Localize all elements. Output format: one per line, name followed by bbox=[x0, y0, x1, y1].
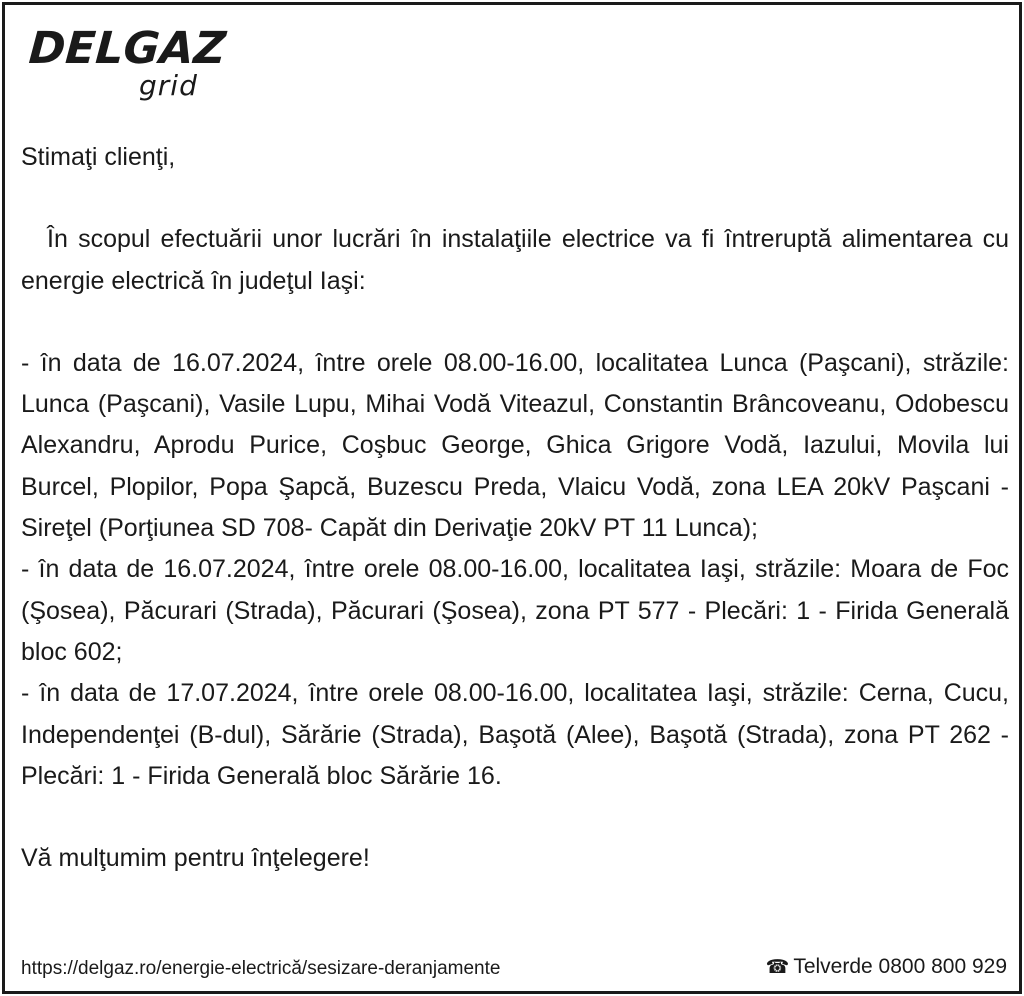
outage-item-1: - în data de 16.07.2024, între orele 08.00-16.00, localitatea Lunca (Paşcani), străzile: Lunca (Paşcani), Vasile Lupu, Mihai Vodă Viteazul, Constantin Brâncoveanu, Odobescu Alexandru, Aprodu Purice, Coşbuc George, Ghica Grigore Vodă, Iazului, Movila lui Burcel, Plopilor, Popa Şapcă, Buzescu Preda, Vlaicu Vodă, zona LEA 20kV Paşcani - Sireţel (Porţiunea SD 708- Capăt din Derivaţie 20kV PT 11 Lunca); bbox=[21, 348, 1009, 543]
closing-line: Vă mulţumim pentru înţelegere! bbox=[21, 844, 370, 873]
intro-paragraph: În scopul efectuării unor lucrări în instalaţiile electrice va fi întreruptă alimentarea cu energie electrică în judeţul Iaşi: bbox=[21, 225, 1009, 295]
footer-phone bbox=[766, 955, 1007, 980]
notice-body bbox=[21, 137, 1009, 879]
outage-item-3: - în data de 17.07.2024, între orele 08.00-16.00, localitatea Iaşi, străzile: Cerna, Cucu, Independenţei (B-dul), Sărărie (Strada), Başotă (Alee), Başotă (Strada), zona PT 262 - Plecări: 1 - Firida Generală bloc Sărărie 16. bbox=[21, 679, 1009, 790]
notice-frame bbox=[2, 2, 1022, 994]
logo-sub-text: grid bbox=[139, 69, 198, 102]
telephone-icon: ☎ bbox=[765, 957, 790, 978]
outage-item-2: - în data de 16.07.2024, între orele 08.00-16.00, localitatea Iaşi, străzile: Moara de Foc (Şosea), Păcurari (Strada), Păcurari (Şosea), zona PT 577 - Plecări: 1 - Firida Generală bloc 602; bbox=[21, 555, 1009, 666]
logo-main-text: DELGAZ bbox=[27, 23, 228, 74]
phone-number: Telverde 0800 800 929 bbox=[793, 955, 1007, 978]
footer-url[interactable]: https://delgaz.ro/energie-electrică/sesizare-deranjamente bbox=[21, 958, 501, 979]
delgaz-grid-logo bbox=[27, 23, 228, 102]
greeting: Stimaţi clienţi, bbox=[21, 143, 176, 171]
